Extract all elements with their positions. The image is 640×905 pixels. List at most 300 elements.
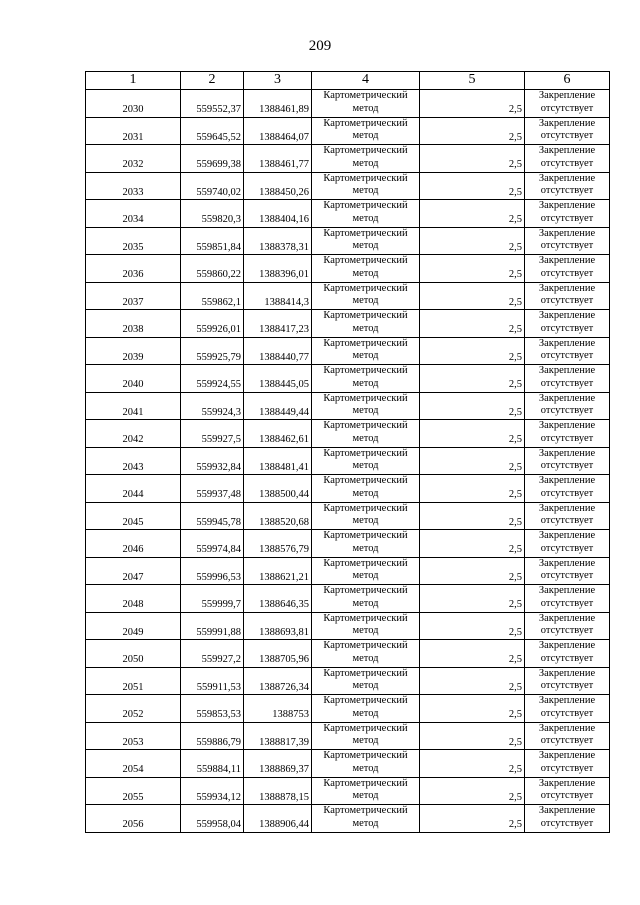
method-line: метод: [352, 707, 379, 719]
point-number: 2040: [86, 365, 181, 393]
fixing-line: Закрепление: [538, 722, 596, 734]
fixing-cell: [525, 392, 610, 420]
coordinate-x: 559924,3: [181, 392, 244, 420]
accuracy-value: 2,5: [420, 227, 525, 255]
accuracy-value: 2,5: [420, 392, 525, 420]
method-cell: [312, 420, 420, 448]
table-row: [86, 612, 610, 640]
fixing-cell: [525, 585, 610, 613]
fixing-line: отсутствует: [540, 322, 594, 334]
coordinate-x: 559991,88: [181, 612, 244, 640]
method-cell: [312, 777, 420, 805]
accuracy-value: 2,5: [420, 805, 525, 833]
fixing-cell: [525, 145, 610, 173]
method-line: Картометрический: [323, 585, 408, 596]
fixing-line: отсутствует: [540, 762, 594, 774]
fixing-line: отсутствует: [540, 212, 594, 224]
table-row: [86, 447, 610, 475]
coordinate-y: 1388417,23: [244, 310, 312, 338]
column-header: 5: [420, 72, 525, 90]
method-cell: [312, 750, 420, 778]
table-row: [86, 777, 610, 805]
method-line: Картометрический: [323, 337, 408, 349]
fixing-line: отсутствует: [540, 680, 594, 691]
coordinate-x: 559884,11: [181, 750, 244, 778]
fixing-line: Закрепление: [538, 420, 596, 431]
method-line: метод: [352, 542, 379, 554]
coordinate-y: 1388500,44: [244, 475, 312, 503]
table-row: [86, 667, 610, 695]
fixing-cell: [525, 200, 610, 228]
table-row: [86, 475, 610, 503]
fixing-line: Закрепление: [538, 227, 596, 239]
method-line: метод: [352, 460, 379, 471]
coordinate-y: 1388520,68: [244, 502, 312, 530]
table-row: [86, 530, 610, 558]
method-cell: [312, 337, 420, 365]
method-line: Картометрический: [323, 255, 408, 266]
coordinate-x: 559853,53: [181, 695, 244, 723]
fixing-line: Закрепление: [538, 337, 596, 349]
fixing-line: отсутствует: [540, 377, 594, 389]
fixing-cell: [525, 90, 610, 118]
fixing-line: Закрепление: [538, 805, 596, 816]
method-cell: [312, 805, 420, 833]
fixing-cell: [525, 777, 610, 805]
method-line: метод: [352, 322, 379, 334]
fixing-line: Закрепление: [538, 530, 596, 541]
coordinate-y: 1388462,61: [244, 420, 312, 448]
accuracy-value: 2,5: [420, 117, 525, 145]
coordinate-x: 559927,2: [181, 640, 244, 668]
accuracy-value: 2,5: [420, 475, 525, 503]
coordinate-x: 559886,79: [181, 722, 244, 750]
method-line: метод: [352, 405, 379, 416]
fixing-cell: [525, 805, 610, 833]
coordinate-y: 1388481,41: [244, 447, 312, 475]
point-number: 2051: [86, 667, 181, 695]
fixing-line: Закрепление: [538, 145, 596, 156]
fixing-line: Закрепление: [538, 392, 596, 404]
fixing-line: отсутствует: [540, 625, 594, 636]
method-line: метод: [352, 625, 379, 636]
method-line: метод: [352, 570, 379, 581]
method-line: метод: [352, 157, 379, 169]
method-line: Картометрический: [323, 447, 408, 459]
fixing-line: Закрепление: [538, 750, 596, 761]
fixing-cell: [525, 722, 610, 750]
point-number: 2046: [86, 530, 181, 558]
point-number: 2047: [86, 557, 181, 585]
accuracy-value: 2,5: [420, 667, 525, 695]
column-header: 3: [244, 72, 312, 90]
table-row: [86, 502, 610, 530]
table-row: [86, 117, 610, 145]
coordinate-x: 559927,5: [181, 420, 244, 448]
fixing-cell: [525, 557, 610, 585]
coordinate-y: 1388906,44: [244, 805, 312, 833]
table-row: [86, 337, 610, 365]
column-header: 2: [181, 72, 244, 90]
fixing-line: отсутствует: [540, 707, 594, 719]
coordinate-x: 559974,84: [181, 530, 244, 558]
coordinate-y: 1388461,77: [244, 145, 312, 173]
method-line: Картометрический: [323, 227, 408, 239]
table-row: [86, 585, 610, 613]
fixing-line: отсутствует: [540, 735, 594, 746]
method-cell: [312, 172, 420, 200]
fixing-cell: [525, 420, 610, 448]
method-line: Картометрический: [323, 310, 408, 321]
accuracy-value: 2,5: [420, 750, 525, 778]
fixing-line: Закрепление: [538, 310, 596, 321]
coordinate-x: 559924,55: [181, 365, 244, 393]
method-cell: [312, 310, 420, 338]
method-line: метод: [352, 487, 379, 499]
accuracy-value: 2,5: [420, 530, 525, 558]
method-line: Картометрический: [323, 640, 408, 651]
method-cell: [312, 282, 420, 310]
method-line: Картометрический: [323, 420, 408, 431]
method-line: метод: [352, 762, 379, 774]
fixing-line: Закрепление: [538, 255, 596, 266]
accuracy-value: 2,5: [420, 172, 525, 200]
method-cell: [312, 667, 420, 695]
coordinate-y: 1388445,05: [244, 365, 312, 393]
method-line: Картометрический: [323, 557, 408, 569]
method-cell: [312, 557, 420, 585]
method-line: Картометрический: [323, 200, 408, 211]
coordinate-y: 1388449,44: [244, 392, 312, 420]
page-number: 209: [308, 38, 332, 54]
coordinate-x: 559945,78: [181, 502, 244, 530]
point-number: 2038: [86, 310, 181, 338]
fixing-line: Закрепление: [538, 365, 596, 376]
fixing-cell: [525, 255, 610, 283]
point-number: 2053: [86, 722, 181, 750]
coordinate-x: 559911,53: [181, 667, 244, 695]
coordinate-x: 559999,7: [181, 585, 244, 613]
accuracy-value: 2,5: [420, 695, 525, 723]
fixing-line: Закрепление: [538, 475, 596, 486]
coordinate-x: 559552,37: [181, 90, 244, 118]
point-number: 2042: [86, 420, 181, 448]
fixing-line: Закрепление: [538, 667, 596, 679]
point-number: 2056: [86, 805, 181, 833]
fixing-line: отсутствует: [540, 652, 594, 664]
fixing-line: отсутствует: [540, 460, 594, 471]
fixing-line: Закрепление: [538, 502, 596, 514]
coordinate-x: 559958,04: [181, 805, 244, 833]
coordinate-x: 559860,22: [181, 255, 244, 283]
fixing-line: отсутствует: [540, 570, 594, 581]
fixing-line: отсутствует: [540, 240, 594, 251]
fixing-line: отсутствует: [540, 267, 594, 279]
method-cell: [312, 695, 420, 723]
accuracy-value: 2,5: [420, 502, 525, 530]
fixing-line: Закрепление: [538, 90, 596, 101]
fixing-cell: [525, 447, 610, 475]
point-number: 2032: [86, 145, 181, 173]
table-row: [86, 310, 610, 338]
fixing-cell: [525, 282, 610, 310]
method-line: метод: [352, 515, 379, 526]
accuracy-value: 2,5: [420, 612, 525, 640]
method-cell: [312, 90, 420, 118]
coordinate-y: 1388869,37: [244, 750, 312, 778]
method-cell: [312, 612, 420, 640]
table-row: [86, 750, 610, 778]
method-line: метод: [352, 377, 379, 389]
method-line: Картометрический: [323, 805, 408, 816]
coordinate-x: 559851,84: [181, 227, 244, 255]
fixing-line: Закрепление: [538, 447, 596, 459]
coordinate-x: 559932,84: [181, 447, 244, 475]
coordinate-y: 1388396,01: [244, 255, 312, 283]
table-row: [86, 282, 610, 310]
accuracy-value: 2,5: [420, 255, 525, 283]
method-cell: [312, 200, 420, 228]
method-cell: [312, 117, 420, 145]
method-cell: [312, 255, 420, 283]
fixing-line: Закрепление: [538, 172, 596, 184]
method-cell: [312, 227, 420, 255]
point-number: 2052: [86, 695, 181, 723]
method-line: метод: [352, 597, 379, 609]
table-row: [86, 392, 610, 420]
fixing-cell: [525, 172, 610, 200]
point-number: 2045: [86, 502, 181, 530]
method-cell: [312, 392, 420, 420]
coordinate-y: 1388450,26: [244, 172, 312, 200]
coordinate-y: 1388817,39: [244, 722, 312, 750]
method-line: Картометрический: [323, 117, 408, 129]
table-row: [86, 695, 610, 723]
fixing-cell: [525, 475, 610, 503]
method-line: Картометрический: [323, 777, 408, 789]
method-cell: [312, 475, 420, 503]
point-number: 2041: [86, 392, 181, 420]
fixing-cell: [525, 227, 610, 255]
accuracy-value: 2,5: [420, 557, 525, 585]
table-row: [86, 200, 610, 228]
method-line: Картометрический: [323, 667, 408, 679]
fixing-cell: [525, 310, 610, 338]
coordinate-y: 1388693,81: [244, 612, 312, 640]
accuracy-value: 2,5: [420, 282, 525, 310]
accuracy-value: 2,5: [420, 777, 525, 805]
fixing-cell: [525, 667, 610, 695]
coordinates-table: [85, 71, 610, 833]
point-number: 2054: [86, 750, 181, 778]
fixing-cell: [525, 365, 610, 393]
method-line: метод: [352, 240, 379, 251]
point-number: 2034: [86, 200, 181, 228]
coordinate-y: 1388464,07: [244, 117, 312, 145]
accuracy-value: 2,5: [420, 365, 525, 393]
table-row: [86, 255, 610, 283]
point-number: 2036: [86, 255, 181, 283]
fixing-line: Закрепление: [538, 640, 596, 651]
coordinate-x: 559925,79: [181, 337, 244, 365]
method-cell: [312, 145, 420, 173]
method-line: метод: [352, 680, 379, 691]
fixing-line: Закрепление: [538, 612, 596, 624]
table-row: [86, 172, 610, 200]
coordinate-y: 1388646,35: [244, 585, 312, 613]
fixing-line: отсутствует: [540, 432, 594, 444]
point-number: 2055: [86, 777, 181, 805]
accuracy-value: 2,5: [420, 310, 525, 338]
coordinate-y: 1388878,15: [244, 777, 312, 805]
coordinate-y: 1388378,31: [244, 227, 312, 255]
fixing-line: Закрепление: [538, 200, 596, 211]
fixing-line: отсутствует: [540, 515, 594, 526]
fixing-line: Закрепление: [538, 777, 596, 789]
method-cell: [312, 502, 420, 530]
coordinate-y: 1388461,89: [244, 90, 312, 118]
method-line: метод: [352, 350, 379, 361]
accuracy-value: 2,5: [420, 722, 525, 750]
table-row: [86, 557, 610, 585]
coordinate-x: 559862,1: [181, 282, 244, 310]
fixing-cell: [525, 640, 610, 668]
method-line: Картометрический: [323, 365, 408, 376]
method-line: метод: [352, 817, 379, 829]
fixing-line: отсутствует: [540, 487, 594, 499]
method-line: Картометрический: [323, 722, 408, 734]
column-header: 1: [86, 72, 181, 90]
coordinate-x: 559820,3: [181, 200, 244, 228]
method-cell: [312, 640, 420, 668]
accuracy-value: 2,5: [420, 420, 525, 448]
method-line: метод: [352, 212, 379, 224]
method-line: метод: [352, 185, 379, 196]
table-header-row: [86, 72, 610, 90]
table-row: [86, 640, 610, 668]
point-number: 2031: [86, 117, 181, 145]
table-row: [86, 90, 610, 118]
fixing-line: отсутствует: [540, 102, 594, 114]
fixing-line: отсутствует: [540, 405, 594, 416]
point-number: 2033: [86, 172, 181, 200]
coordinate-y: 1388621,21: [244, 557, 312, 585]
method-line: метод: [352, 735, 379, 746]
method-cell: [312, 722, 420, 750]
method-line: Картометрический: [323, 612, 408, 624]
coordinate-x: 559937,48: [181, 475, 244, 503]
method-cell: [312, 585, 420, 613]
point-number: 2035: [86, 227, 181, 255]
fixing-line: отсутствует: [540, 185, 594, 196]
method-cell: [312, 530, 420, 558]
fixing-line: Закрепление: [538, 695, 596, 706]
method-line: Картометрический: [323, 475, 408, 486]
table-row: [86, 420, 610, 448]
method-line: Картометрический: [323, 750, 408, 761]
method-line: метод: [352, 102, 379, 114]
accuracy-value: 2,5: [420, 640, 525, 668]
method-line: Картометрический: [323, 695, 408, 706]
coordinate-y: 1388404,16: [244, 200, 312, 228]
fixing-line: отсутствует: [540, 817, 594, 829]
coordinate-y: 1388576,79: [244, 530, 312, 558]
accuracy-value: 2,5: [420, 337, 525, 365]
coordinate-x: 559996,53: [181, 557, 244, 585]
table-row: [86, 227, 610, 255]
method-line: метод: [352, 652, 379, 664]
coordinate-x: 559740,02: [181, 172, 244, 200]
fixing-cell: [525, 530, 610, 558]
point-number: 2043: [86, 447, 181, 475]
table-row: [86, 805, 610, 833]
point-number: 2030: [86, 90, 181, 118]
method-line: Картометрический: [323, 145, 408, 156]
point-number: 2048: [86, 585, 181, 613]
table-row: [86, 145, 610, 173]
method-line: метод: [352, 432, 379, 444]
accuracy-value: 2,5: [420, 90, 525, 118]
method-line: Картометрический: [323, 502, 408, 514]
method-line: Картометрический: [323, 172, 408, 184]
fixing-line: отсутствует: [540, 295, 594, 306]
accuracy-value: 2,5: [420, 585, 525, 613]
method-line: Картометрический: [323, 90, 408, 101]
accuracy-value: 2,5: [420, 145, 525, 173]
column-header: 6: [525, 72, 610, 90]
method-line: метод: [352, 267, 379, 279]
fixing-line: отсутствует: [540, 350, 594, 361]
coordinate-x: 559645,52: [181, 117, 244, 145]
fixing-line: Закрепление: [538, 117, 596, 129]
point-number: 2049: [86, 612, 181, 640]
table-row: [86, 722, 610, 750]
coordinate-x: 559699,38: [181, 145, 244, 173]
point-number: 2039: [86, 337, 181, 365]
method-line: Картометрический: [323, 282, 408, 294]
method-line: метод: [352, 295, 379, 306]
accuracy-value: 2,5: [420, 200, 525, 228]
method-cell: [312, 447, 420, 475]
fixing-line: отсутствует: [540, 130, 594, 141]
fixing-cell: [525, 117, 610, 145]
fixing-line: отсутствует: [540, 597, 594, 609]
accuracy-value: 2,5: [420, 447, 525, 475]
coordinate-y: 1388414,3: [244, 282, 312, 310]
coordinate-y: 1388726,34: [244, 667, 312, 695]
fixing-line: Закрепление: [538, 557, 596, 569]
fixing-cell: [525, 695, 610, 723]
coordinate-x: 559926,01: [181, 310, 244, 338]
table-row: [86, 365, 610, 393]
method-line: метод: [352, 790, 379, 801]
point-number: 2037: [86, 282, 181, 310]
fixing-line: Закрепление: [538, 585, 596, 596]
method-line: метод: [352, 130, 379, 141]
fixing-cell: [525, 337, 610, 365]
coordinate-y: 1388440,77: [244, 337, 312, 365]
table-body: [86, 72, 610, 833]
coordinate-y: 1388705,96: [244, 640, 312, 668]
fixing-line: отсутствует: [540, 542, 594, 554]
fixing-line: отсутствует: [540, 157, 594, 169]
fixing-cell: [525, 502, 610, 530]
fixing-cell: [525, 750, 610, 778]
fixing-line: Закрепление: [538, 282, 596, 294]
column-header: 4: [312, 72, 420, 90]
coordinate-x: 559934,12: [181, 777, 244, 805]
point-number: 2050: [86, 640, 181, 668]
